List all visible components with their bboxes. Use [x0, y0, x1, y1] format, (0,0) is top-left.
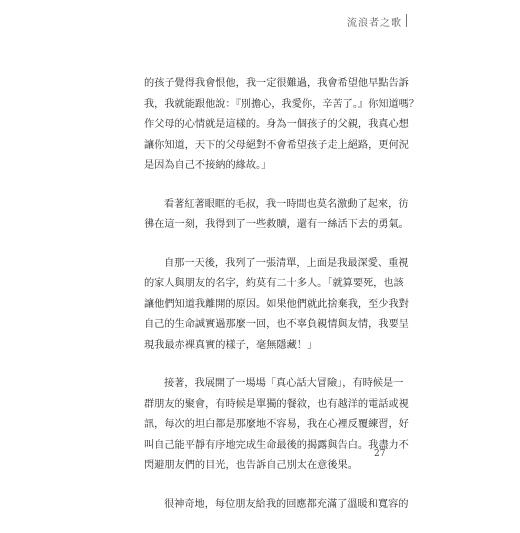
text-line: 的孩子覺得我會恨他，我一定很難過，我會希望他早點告訴 [144, 78, 409, 89]
text-line: 很神奇地，每位朋友給我的回應都充滿了溫暖和寬容的 [164, 498, 409, 510]
text-line: 現我最赤裸真實的樣子，毫無隱藏！」 [144, 339, 318, 351]
text-line: 接著，我展開了一場場「真心話大冒險」，有時候是一 [164, 378, 404, 389]
paragraph [144, 495, 409, 516]
body-text [144, 74, 420, 533]
text-line: 的家人與朋友的名字，約莫有二十多人。「就算要死，也該 [144, 278, 404, 289]
text-line: 自己的生命誠實過那麼一回，也不辜負親情與友情，我要呈 [144, 319, 409, 330]
text-line: 訊，每次的坦白都是那麼地不容易，我在心裡反覆練習，好 [144, 419, 409, 430]
paragraph [144, 74, 420, 177]
paragraph [144, 374, 409, 477]
text-line: 我，我就能跟他說：『別擔心，我愛你，辛苦了。』你知道嗎？ [144, 98, 420, 110]
paragraph [144, 195, 409, 236]
paragraph [144, 254, 409, 357]
page-number: 27 [374, 449, 386, 459]
text-line: 是因為自己不接納的緣故。」 [144, 160, 272, 171]
header-divider [406, 14, 407, 27]
text-line: 群朋友的聚會，有時候是單獨的餐敘，也有越洋的電話或視 [144, 398, 409, 410]
text-line: 讓他們知道我離開的原因。如果他們就此捨棄我，至少我對 [144, 298, 409, 310]
running-header-title: 流浪者之歌 [347, 18, 402, 29]
text-line: 閃避朋友們的目光，也告訴自己別太在意後果。 [144, 460, 358, 471]
running-header [347, 14, 402, 29]
text-line: 作父母的心情就是這樣的。身為一個孩子的父親，我真心想 [144, 119, 409, 130]
text-line: 看著紅著眼眶的毛叔，我一時間也莫名激動了起來，彷 [164, 198, 409, 210]
text-line: 讓你知道，天下的父母絕對不會希望孩子走上絕路，更何況 [144, 139, 409, 151]
text-line: 叫自己能平靜有序地完成生命最後的揭露與告白。我盡力不 [144, 439, 409, 451]
text-line: 彿在這一刻，我得到了一些救贖，還有一絲活下去的勇氣。 [144, 219, 409, 230]
text-line: 自那一天後，我列了一張清單，上面是我最深愛、重視 [164, 257, 409, 269]
